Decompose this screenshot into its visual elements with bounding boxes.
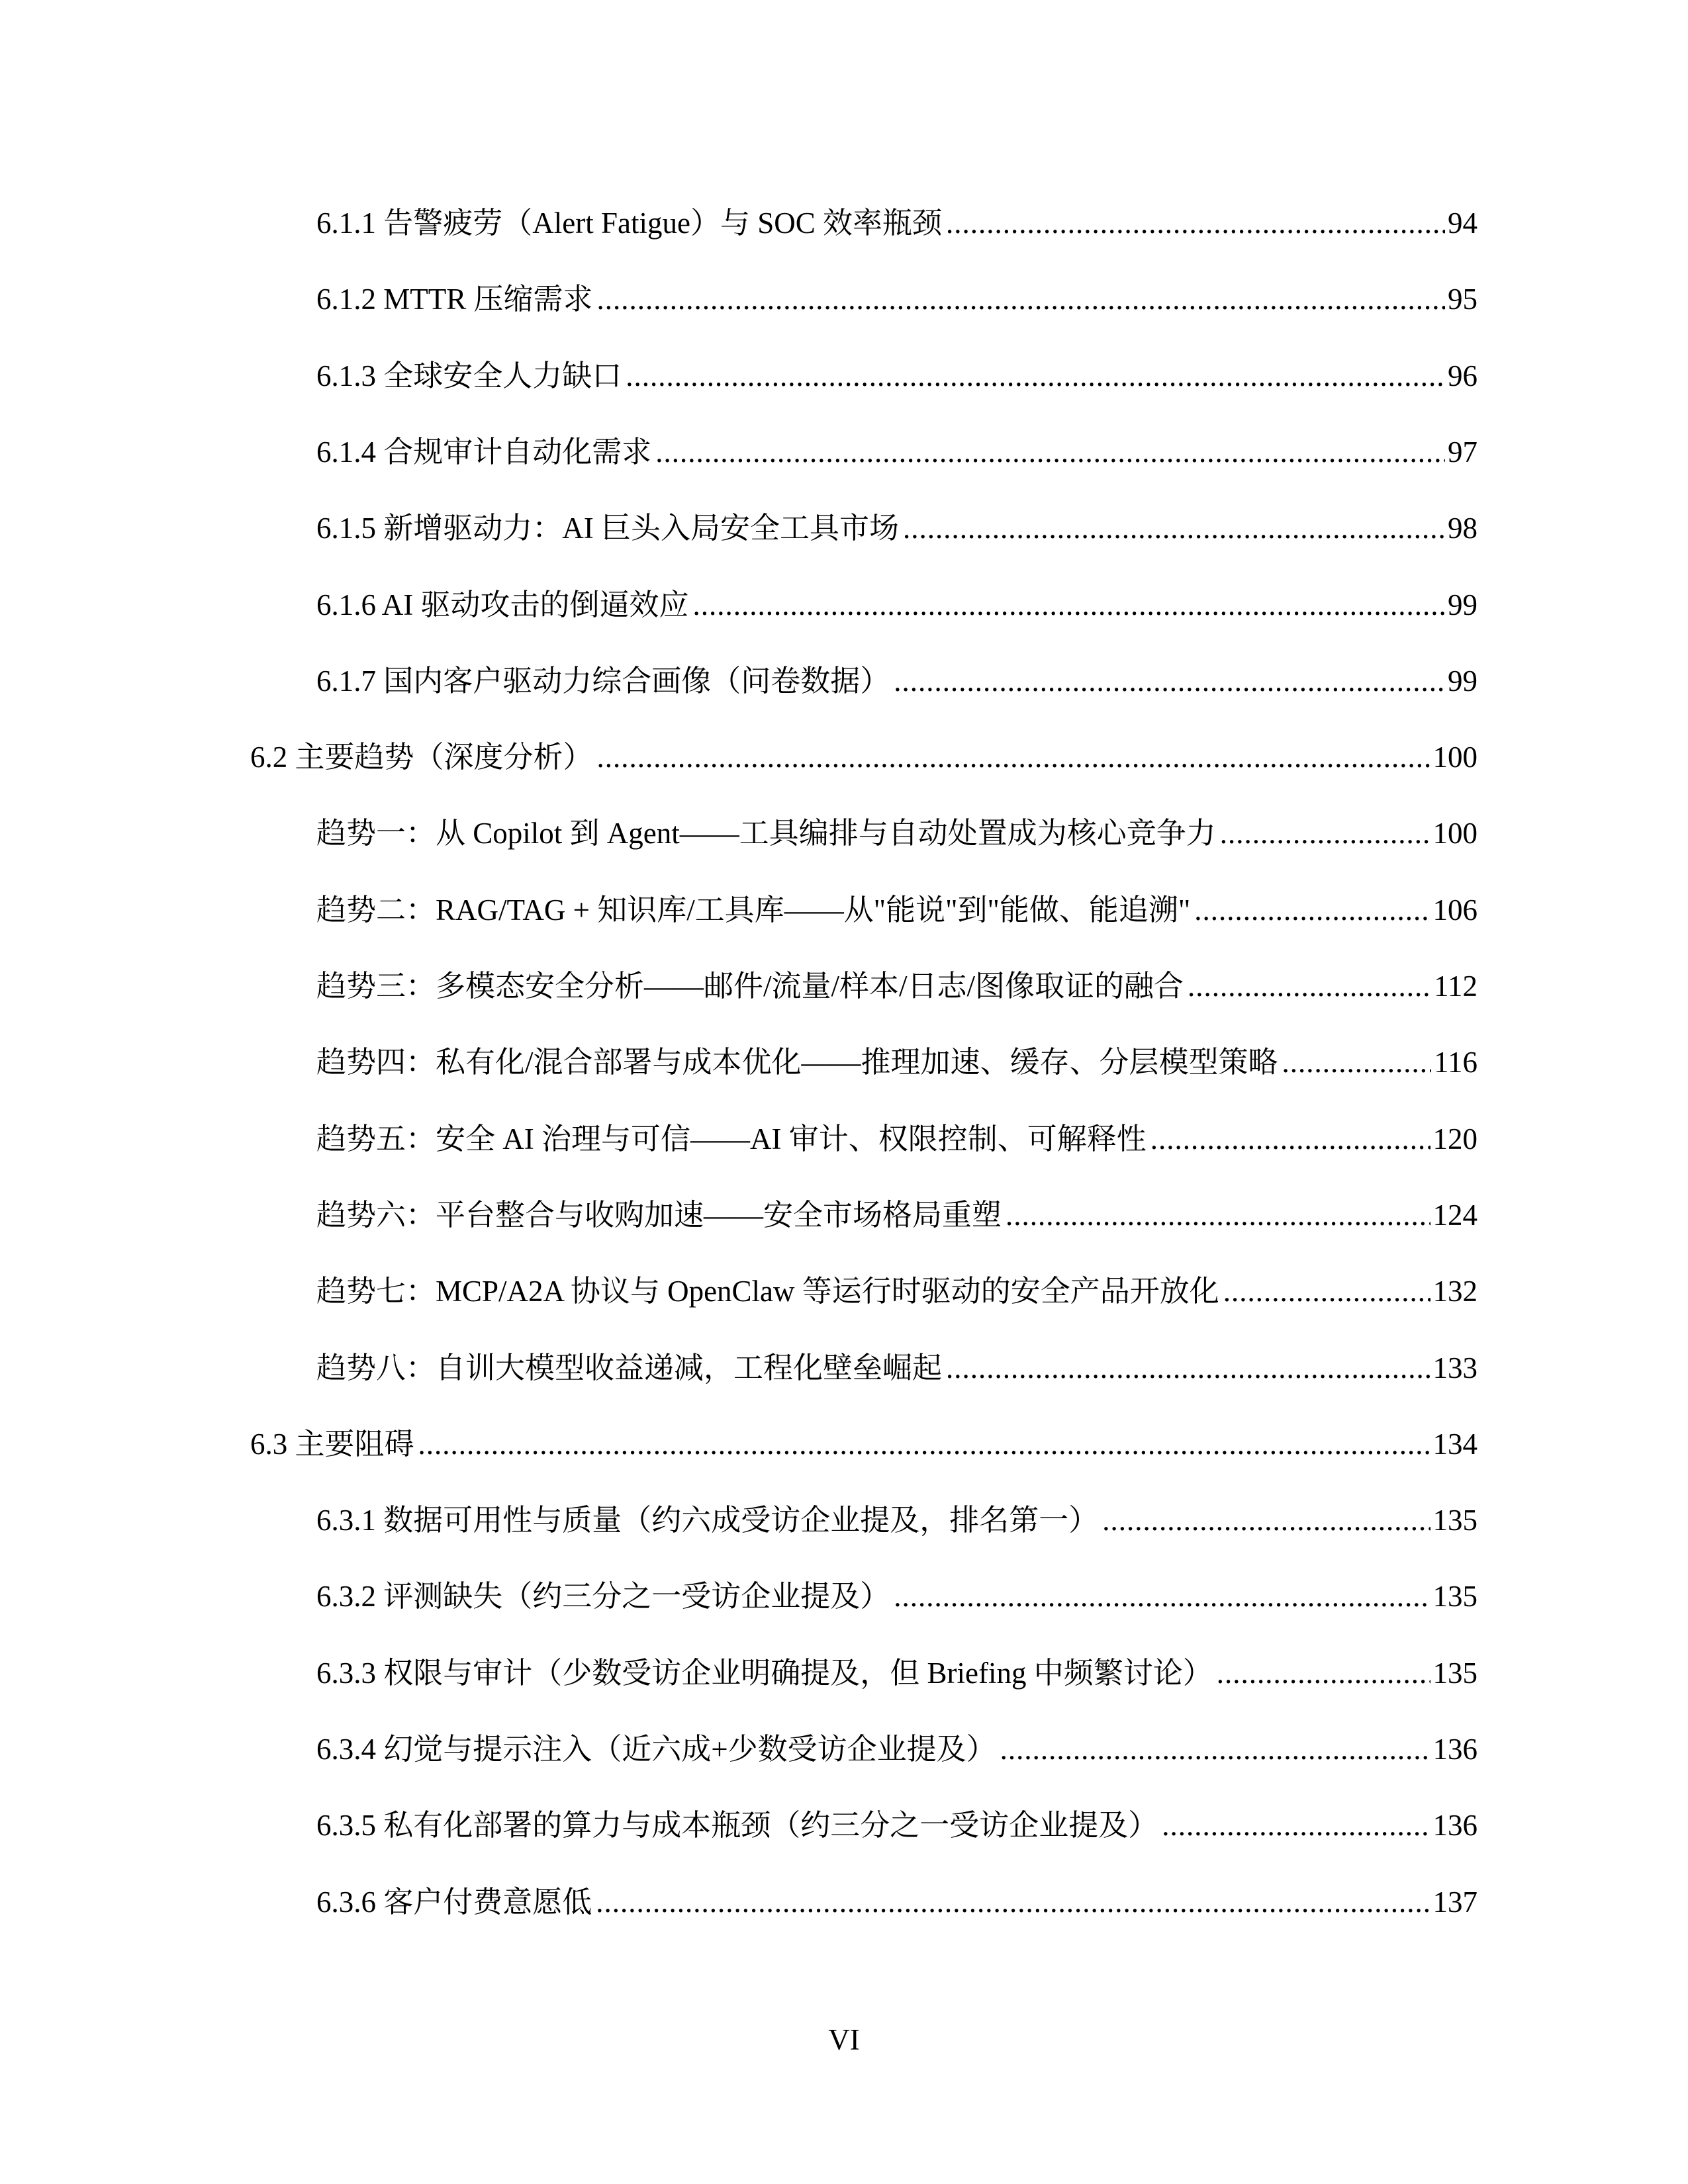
toc-entry-page-number: 112 — [1434, 970, 1477, 1003]
toc-entry-title: 6.2 主要趋势（深度分析） — [250, 741, 593, 774]
toc-entry-page-number: 134 — [1432, 1428, 1477, 1461]
toc-entry-page-number: 94 — [1448, 206, 1477, 240]
toc-dot-leader — [655, 429, 1445, 475]
toc-entry-page-number: 95 — [1448, 283, 1477, 316]
toc-entry-page-number: 124 — [1432, 1199, 1477, 1232]
toc-dot-leader — [1006, 1192, 1430, 1238]
toc-entry-title: 趋势七：MCP/A2A 协议与 OpenClaw 等运行时驱动的安全产品开放化 — [316, 1275, 1219, 1308]
toc-entry-title: 趋势五：安全 AI 治理与可信——AI 审计、权限控制、可解释性 — [316, 1122, 1147, 1156]
toc-entry-title: 趋势三：多模态安全分析——邮件/流量/样本/日志/图像取证的融合 — [316, 970, 1184, 1003]
toc-dot-leader — [1223, 1268, 1430, 1314]
toc-entry-title: 趋势八：自训大模型收益递减，工程化壁垒崛起 — [316, 1351, 943, 1385]
toc-entry-page-number: 132 — [1432, 1275, 1477, 1308]
toc-entry[interactable] — [316, 1039, 1477, 1085]
toc-entry-page-number: 137 — [1432, 1886, 1477, 1919]
toc-dot-leader — [903, 505, 1445, 551]
toc-entry[interactable] — [316, 1268, 1477, 1314]
toc-entry[interactable] — [316, 582, 1477, 628]
toc-dot-leader — [894, 1573, 1430, 1619]
toc-entry[interactable] — [316, 810, 1477, 856]
toc-dot-leader — [418, 1421, 1430, 1467]
toc-entry-title: 趋势一：从 Copilot 到 Agent——工具编排与自动处置成为核心竞争力 — [316, 817, 1216, 850]
toc-entry-page-number: 96 — [1448, 359, 1477, 392]
page-number: VI — [828, 2023, 860, 2056]
toc-entry-title: 6.1.7 国内客户驱动力综合画像（问卷数据） — [316, 664, 890, 698]
toc-dot-leader — [1194, 887, 1430, 933]
toc-entry-page-number: 135 — [1432, 1504, 1477, 1537]
toc-dot-leader — [1217, 1650, 1430, 1696]
toc-entry[interactable] — [316, 887, 1477, 933]
toc-entry-page-number: 97 — [1448, 435, 1477, 469]
toc-entry[interactable] — [316, 276, 1477, 322]
toc-entry[interactable] — [316, 1497, 1477, 1543]
toc-entry[interactable] — [316, 1116, 1477, 1162]
toc-entry-page-number: 136 — [1432, 1809, 1477, 1842]
toc-entry[interactable] — [316, 353, 1477, 399]
toc-entry-title: 趋势六：平台整合与收购加速——安全市场格局重塑 — [316, 1199, 1002, 1232]
toc-entry-page-number: 116 — [1434, 1046, 1477, 1079]
toc-entry-page-number: 100 — [1432, 741, 1477, 774]
toc-entry-page-number: 120 — [1432, 1122, 1477, 1156]
toc-entry[interactable] — [316, 1879, 1477, 1925]
toc-entry[interactable] — [316, 963, 1477, 1009]
toc-dot-leader — [1220, 810, 1430, 856]
toc-dot-leader — [626, 353, 1445, 399]
toc-entry-page-number: 135 — [1432, 1580, 1477, 1613]
toc-dot-leader — [1000, 1726, 1430, 1772]
toc-entry[interactable] — [316, 1802, 1477, 1848]
toc-entry-page-number: 133 — [1432, 1351, 1477, 1385]
toc-entry-page-number: 106 — [1432, 893, 1477, 927]
toc-entry-title: 6.3.5 私有化部署的算力与成本瓶颈（约三分之一受访企业提及） — [316, 1809, 1158, 1842]
toc-entry-page-number: 99 — [1448, 664, 1477, 698]
toc-dot-leader — [596, 1879, 1430, 1925]
toc-entry[interactable] — [250, 734, 1477, 780]
toc-dot-leader — [1282, 1039, 1432, 1085]
toc-dot-leader — [693, 582, 1445, 628]
toc-dot-leader — [1102, 1497, 1430, 1543]
toc-entry-title: 6.1.3 全球安全人力缺口 — [316, 359, 622, 392]
toc-entry-page-number: 98 — [1448, 512, 1477, 545]
toc-entry-title: 6.3.1 数据可用性与质量（约六成受访企业提及，排名第一） — [316, 1504, 1099, 1537]
toc-entry[interactable] — [250, 1421, 1477, 1467]
toc-dot-leader — [946, 1345, 1430, 1391]
toc-entry[interactable] — [316, 1192, 1477, 1238]
toc-entry-title: 6.3.4 幻觉与提示注入（近六成+少数受访企业提及） — [316, 1733, 996, 1766]
toc-entry-title: 趋势二：RAG/TAG + 知识库/工具库——从"能说"到"能做、能追溯" — [316, 893, 1191, 927]
toc-entry[interactable] — [316, 1650, 1477, 1696]
toc-dot-leader — [1188, 963, 1431, 1009]
toc-entry[interactable] — [316, 429, 1477, 475]
toc-entry-title: 6.3 主要阻碍 — [250, 1428, 414, 1461]
toc-dot-leader — [1162, 1802, 1430, 1848]
toc-entry-title: 6.1.2 MTTR 压缩需求 — [316, 283, 593, 316]
toc-entry-title: 6.1.1 告警疲劳（Alert Fatigue）与 SOC 效率瓶颈 — [316, 206, 942, 240]
toc-entry[interactable] — [316, 1345, 1477, 1391]
toc-dot-leader — [1150, 1116, 1430, 1162]
toc-entry[interactable] — [316, 200, 1477, 246]
toc-entry-title: 6.3.6 客户付费意愿低 — [316, 1886, 592, 1919]
toc-entry-page-number: 136 — [1432, 1733, 1477, 1766]
toc-entry-title: 趋势四：私有化/混合部署与成本优化——推理加速、缓存、分层模型策略 — [316, 1046, 1278, 1079]
toc-entry[interactable] — [316, 1726, 1477, 1772]
toc-dot-leader — [597, 276, 1445, 322]
toc-entry-page-number: 99 — [1448, 588, 1477, 621]
toc-entry[interactable] — [316, 658, 1477, 704]
toc-entry[interactable] — [316, 505, 1477, 551]
toc-entry-page-number: 135 — [1432, 1657, 1477, 1690]
toc-dot-leader — [946, 200, 1445, 246]
toc-dot-leader — [894, 658, 1445, 704]
toc-entry-page-number: 100 — [1432, 817, 1477, 850]
toc-entry-title: 6.3.2 评测缺失（约三分之一受访企业提及） — [316, 1580, 890, 1613]
toc-entry-title: 6.1.5 新增驱动力：AI 巨头入局安全工具市场 — [316, 512, 899, 545]
toc-entry-title: 6.1.6 AI 驱动攻击的倒逼效应 — [316, 588, 689, 621]
toc-entry[interactable] — [316, 1573, 1477, 1619]
toc-entry-title: 6.3.3 权限与审计（少数受访企业明确提及，但 Briefing 中频繁讨论） — [316, 1657, 1213, 1690]
toc-dot-leader — [597, 734, 1430, 780]
toc-entry-title: 6.1.4 合规审计自动化需求 — [316, 435, 652, 469]
